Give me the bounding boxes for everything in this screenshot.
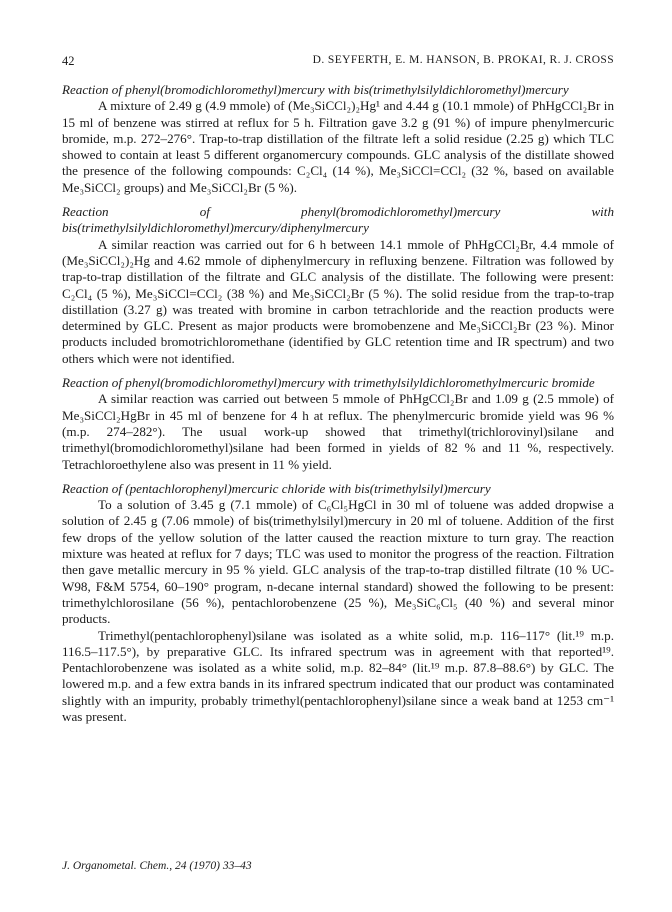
- paragraph: A similar reaction was carried out between 5 mmole of PhHgCCl₂Br and 1.09 g (2.5 mmole) of Me₃SiCCl₂HgBr in 45 ml of benzene for 4 h at reflux. The phenylmercuric bromide yield was 96 % (m.p. 274–282°). The usual work-up showed that trimethyl(trichlorovinyl)silane and trimethyl(bromodichloromethyl)silane had been formed in yields of 82 % and 11 %, respectively. Tetrachloroethylene also was present in 11 % yield.: [62, 391, 614, 472]
- paragraph: A similar reaction was carried out for 6 h between 14.1 mmole of PhHgCCl₂Br, 4.4 mmole of (Me₃SiCCl₂)₂Hg and 4.62 mmole of diphenylmercury in refluxing benzene. Filtration was followed by trap-to-trap distillation of the filtrate and GLC analysis of the distillate. The following were present: C₂Cl₄ (5 %), Me₃SiCCl=CCl₂ (38 %) and Me₃SiCCl₂Br (5 %). The solid residue from the trap-to-trap distillation (3.27 g) was treated with bromine in carbon tetrachloride and the reaction products were determined by GLC. Present as major products were bromobenzene and Me₃SiCCl₂Br (23 %). Minor products included bromotrichloromethane (identified by GLC retention time and IR spectrum) and two others which were not identified.: [62, 236, 614, 366]
- section-2: [62, 204, 614, 367]
- paragraph: To a solution of 3.45 g (7.1 mmole) of C₆Cl₅HgCl in 30 ml of toluene was added dropwise a solution of 2.45 g (7.06 mmole) of bis(trimethylsilyl)mercury in 20 ml of toluene. Addition of the first few drops of the yellow solution of the latter caused the reaction mixture to turn gray. The reaction mixture was heated at reflux for 7 days; TLC was used to monitor the progress of the reaction. Filtration then gave metallic mercury in 95 % yield. GLC analysis of the trap-to-trap distilled filtrate (10 % UC-W98, F&M 5754, 60–190° program, n-decane internal standard) showed the following to be present: trimethylchlorosilane (56 %), pentachlorobenzene (25 %), Me₃SiC₆Cl₅ (40 %) and several minor products.: [62, 497, 614, 627]
- running-head-authors: D. SEYFERTH, E. M. HANSON, B. PROKAI, R. J. CROSS: [312, 54, 614, 66]
- section-1: [62, 82, 614, 196]
- journal-citation: J. Organometal. Chem., 24 (1970) 33–43: [62, 860, 252, 872]
- section-heading: Reaction of phenyl(bromodichloromethyl)mercury with trimethylsilyldichloromethylmercuric bromide: [62, 375, 595, 391]
- section-heading: Reaction of phenyl(bromodichloromethyl)mercury with bis(trimethylsilyldichloromethyl)mercury: [62, 82, 569, 97]
- article-body: [62, 82, 614, 733]
- section-heading: Reaction of phenyl(bromodichloromethyl)mercury with bis(trimethylsilyldichloromethyl)mercury/diphenylmercury: [62, 204, 614, 236]
- section-4: [62, 481, 614, 725]
- paragraph: Trimethyl(pentachlorophenyl)silane was isolated as a white solid, m.p. 116–117° (lit.¹⁹ m.p. 116.5–117.5°), by preparative GLC. Its infrared spectrum was in agreement with that reported¹⁹. Pentachlorobenzene was isolated as a white solid, m.p. 82–84° (lit.¹⁹ m.p. 87.8–88.6°) by GLC. The lowered m.p. and a few extra bands in its infrared spectrum indicated that our product was contaminated slightly with an impurity, probably trimethyl(pentachlorophenyl)silane since a weak band at 1253 cm⁻¹ was present.: [62, 627, 614, 724]
- page-number: 42: [62, 54, 75, 68]
- paragraph: A mixture of 2.49 g (4.9 mmole) of (Me₃SiCCl₂)₂Hg¹ and 4.44 g (10.1 mmole) of PhHgCCl₂Br in 15 ml of benzene was stirred at reflux for 5 h. Filtration gave 3.2 g (91 %) of impure phenylmercuric bromide, m.p. 272–276°. Trap-to-trap distillation of the filtrate left a solid residue (2.25 g) which TLC showed to contain at least 5 different organomercury compounds. GLC analysis of the distillate showed the presence of the following compounds: C₂Cl₄ (14 %), Me₃SiCCl=CCl₂ (32 %, based on available Me₃SiCCl₂ groups) and Me₃SiCCl₂Br (5 %).: [62, 98, 614, 195]
- section-heading: Reaction of (pentachlorophenyl)mercuric chloride with bis(trimethylsilyl)mercury: [62, 480, 491, 496]
- running-header: [62, 54, 614, 74]
- section-3: [62, 375, 614, 473]
